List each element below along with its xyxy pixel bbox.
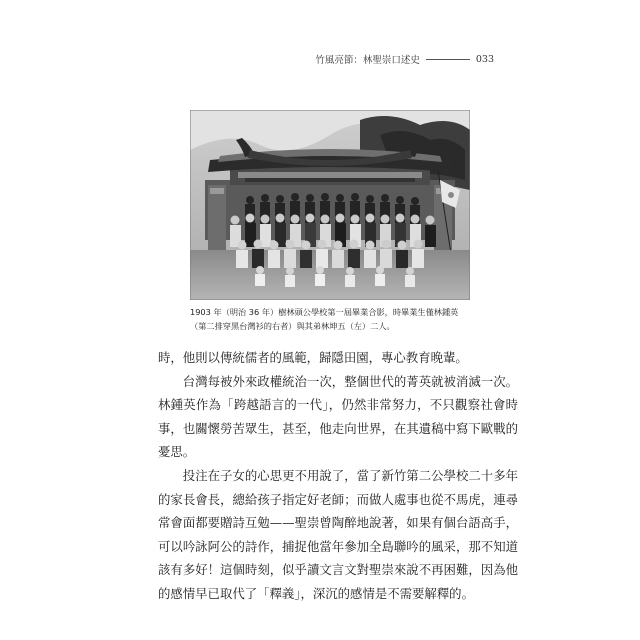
paragraph: 時，他則以傳統儒者的風範，歸隱田園，專心教育晚輩。 bbox=[158, 350, 468, 365]
photo-caption: 1903 年（明治 36 年）樹林頭公學校第一屆畢業合影，時畢業生僅林鍾英（第二排穿黑台灣衫的右者）與其弟林坤五（左）二人。 bbox=[190, 307, 459, 331]
page-number: 033 bbox=[475, 53, 494, 65]
book-title: 竹風亮節：林聖崇口述史 bbox=[315, 55, 420, 66]
paragraph: 投注在子女的心思更不用說了，當了新竹第二公學校二十多年的家長會長，總給孩子指定好老師；而做人處事也從不馬虎，連尋常會面都要贈詩互勉——聖崇曾陶醉地說著，如果有個台語高手，可以吟詠阿公的詩作，捕捉他當年參加全島聯吟的風采，那不知道該有多好！這個時刻，似乎讀文言文對聖崇來說不再困難，因為他的感情早已取代了「釋義」，深沉的感情是不需要解釋的。 bbox=[158, 467, 518, 601]
header-rule bbox=[426, 59, 470, 60]
paragraph: 台灣每被外來政權統治一次，整個世代的菁英就被消滅一次。林鍾英作為「跨越語言的一代」，仍然非常努力，不只觀察社會時事，也關懷勞苦眾生，甚至，他走向世界，在其遺稿中寫下歐戰的憂思。 bbox=[158, 373, 518, 460]
running-head bbox=[315, 52, 494, 66]
body-text bbox=[158, 346, 518, 606]
graduation-photo bbox=[190, 110, 470, 300]
